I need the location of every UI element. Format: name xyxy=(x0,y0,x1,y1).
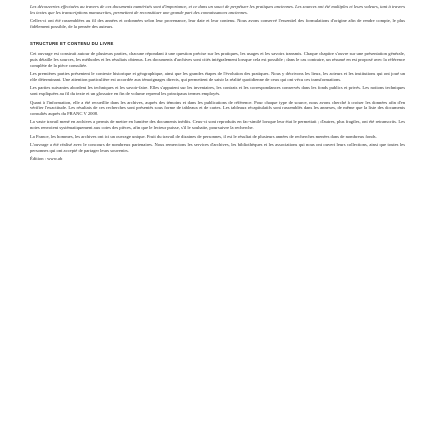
body-paragraph-8: Édition : www.ab xyxy=(30,156,63,162)
intro-paragraph-2: Celles-ci ont été rassemblées au fil des années et ordonnées selon leur provenance, leur date et leur contenu. Nous avons conservé l'essentiel des formulations d'origine afin de rendre compte, le plus fidèlement possible, de la pensée des auteurs. xyxy=(30,18,405,29)
body-paragraph-7: L'ouvrage a été réalisé avec le concours de nombreux partenaires. Nous remercions les services d'archives, les bibliothèques et les associations qui nous ont ouvert leurs collections, ainsi que toutes les personnes qui ont accepté de partager leurs souvenirs. xyxy=(30,142,405,153)
intro-paragraph-1: Les découvertes effectuées au travers de ces documents numérisés sont d'importance, et ce dans un souci de perpétuer les pratiques anciennes. Les sources ont été multiples et leurs valeurs, tant à travers les textes que les transcriptions manuscrites, permettent de reconstituer une grande part des connaissances anciennes. xyxy=(30,4,405,15)
body-paragraph-2: Les premières parties présentent le contexte historique et géographique, ainsi que les grandes étapes de l'évolution des pratiques. Nous y décrivons les lieux, les acteurs et les institutions qui ont joué un rôle déterminant. Une attention particulière est accordée aux témoignages directs, qui permettent de saisir la réalité quotidienne de ceux qui ont vécu ces transformations. xyxy=(30,71,405,82)
body-paragraph-5: La vaste travail mené en archives a permis de mettre en lumière des documents inédits. Ceux-ci sont reproduits en fac-similé lorsque leur état le permettait ; d'autres, plus fragiles, ont été retranscrits. Les notes renvoient systématiquement aux cotes des pièces, afin que le lecteur puisse, s'il le souhaite, poursuivre la recherche. xyxy=(30,119,405,130)
body-paragraph-3: Les parties suivantes abordent les techniques et les savoir-faire. Elles s'appuient sur les inventaires, les contrats et les correspondances conservés dans les fonds publics et privés. Les notions techniques sont expliquées au fil du texte et un glossaire en fin de volume reprend les principaux termes employés. xyxy=(30,85,405,96)
body-paragraph-4: Quant à l'information, elle a été recueillie dans les archives, auprès des témoins et dans les publications de référence. Pour chaque type de source, nous avons cherché à croiser les données afin d'en vérifier l'exactitude. Les résultats de ces recherches sont présentés sous forme de tableaux et de cartes. Les tableaux récapitulatifs sont rassemblés dans les annexes, de même que la liste des documents consultés auprès du FRANC V 2008. xyxy=(30,99,405,116)
text-column xyxy=(30,4,405,165)
section-heading: STRUCTURE ET CONTENU DU LIVRE xyxy=(30,41,114,47)
body-paragraph-1: Cet ouvrage est construit autour de plusieurs parties, chacune répondant à une question précise sur les pratiques, les usages et les savoirs transmis. Chaque chapitre s'ouvre sur une présentation générale, puis détaille les sources, les méthodes et les résultats obtenus. Les documents d'archives sont cités intégralement lorsque cela est possible ; dans le cas contraire, un résumé en est proposé avec la référence complète de la pièce consultée. xyxy=(30,51,405,68)
body-paragraph-6: La France, les hommes, les archives ont ici un ouvrage unique. Fruit du travail de dizaines de personnes, il est le résultat de plusieurs années de recherches menées dans de nombreux fonds. xyxy=(30,133,377,139)
